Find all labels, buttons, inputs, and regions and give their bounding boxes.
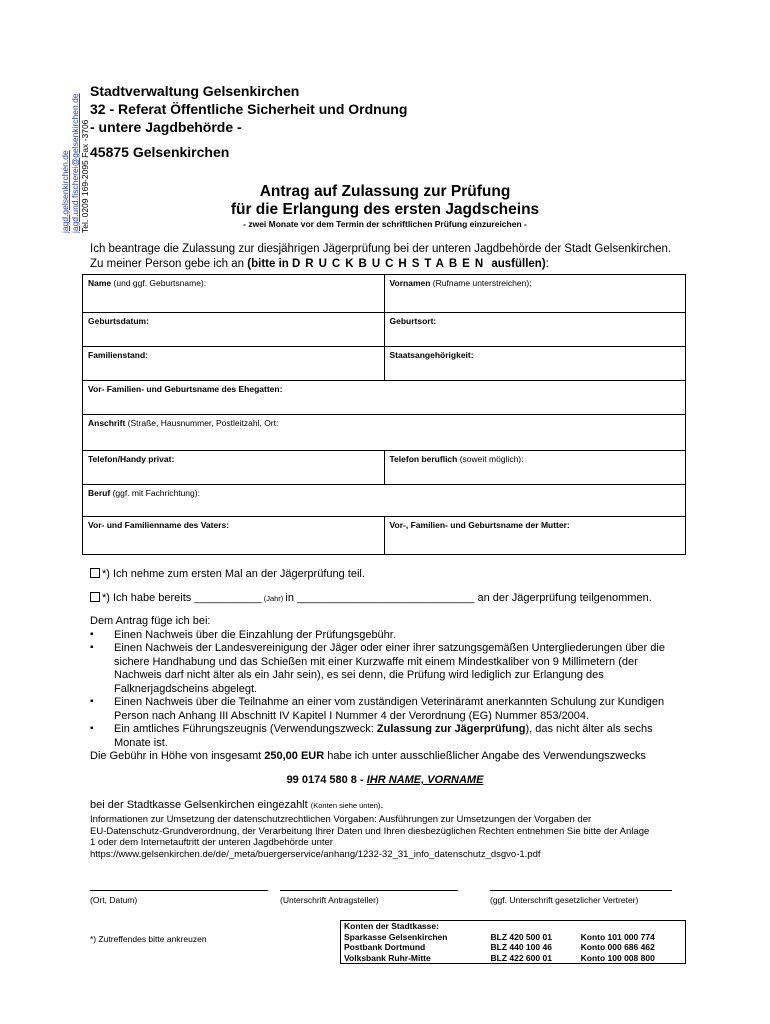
label-geburtsort: Geburtsort: <box>389 316 437 326</box>
privacy-notice <box>90 814 700 860</box>
label-anschrift: Anschrift <box>88 418 126 428</box>
signature-line-representative[interactable] <box>490 890 672 891</box>
intro-line-2 <box>90 257 710 272</box>
intro-line-2d: ausfüllen) <box>488 258 546 270</box>
option-first-time-label: *) Ich nehme zum ersten Mal an der Jägerprüfung teil. <box>102 568 365 580</box>
bank-heading: Konten der Stadtkasse: <box>344 921 439 931</box>
bank-blz: BLZ 440 100 46 <box>490 942 552 952</box>
signature-label-applicant: (Unterschrift Antragsteller) <box>280 895 379 905</box>
privacy-url[interactable]: https://www.gelsenkirchen.de/de/_meta/buergerservice/anhang/1232-32_31_info_datenschutz_dsgvo-1.pdf <box>90 848 541 860</box>
bank-accounts-box <box>340 920 686 964</box>
label-familienstand: Familienstand: <box>88 350 148 360</box>
label-telefon-privat: Telefon/Handy privat: <box>88 454 175 464</box>
field-mutter[interactable] <box>384 517 686 555</box>
attachment-item-4a: Ein amtliches Führungszeugnis (Verwendungszweck: <box>114 723 377 735</box>
field-vater[interactable] <box>83 517 385 555</box>
header-line-2: 32 - Referat Öffentliche Sicherheit und Ordnung <box>90 101 408 117</box>
fee-amount: 250,00 EUR <box>264 750 325 762</box>
signature-label-place-date: (Ort, Datum) <box>90 895 138 905</box>
field-name[interactable] <box>83 275 385 313</box>
bank-blz: BLZ 422 600 01 <box>490 952 552 963</box>
field-familienstand[interactable] <box>83 347 385 381</box>
option-previous-jahr: (Jahr) <box>261 594 286 603</box>
bank-row <box>341 932 686 943</box>
hint-telefon-beruflich: (soweit möglich): <box>457 454 524 464</box>
intro-line-2b: (bitte in <box>247 258 292 270</box>
hint-name: (und ggf. Geburtsname): <box>111 278 207 288</box>
paid-text-b: . <box>380 799 384 811</box>
option-previous-label-a: *) Ich habe bereits ___________ <box>102 592 262 604</box>
attachment-item-4c: ), das nicht älter als sechs Monate ist. <box>114 723 653 749</box>
intro-block-letters: DRUCKBUCHSTABEN <box>291 258 489 270</box>
bank-name: Sparkasse Gelsenkirchen <box>344 931 448 942</box>
attachment-item-2: ▪ Einen Nachweis der Landesvereinigung der Jäger oder einer ihrer satzungsgemäßen Untergliederungen über die sichere Handhabung und das Schießen mit einer Kurzwaffe mit einem Mindestkaliber von 9 Millimetern (der Nachweis darf nicht älter als ein Jahr sein), es sei denn, die Prüfung wird lediglich zur Erlangung des Falknerjagdscheins abgelegt. <box>90 642 680 696</box>
personal-data-table <box>82 274 686 555</box>
payment-reference-number: 99 0174 580 8 - <box>286 774 367 786</box>
field-geburtsdatum[interactable] <box>83 313 385 347</box>
header-line-3: - untere Jagdbehörde - <box>90 119 242 135</box>
field-vornamen[interactable] <box>384 275 686 313</box>
bank-name: Postbank Dortmund <box>344 942 426 952</box>
label-geburtsdatum: Geburtsdatum: <box>88 316 149 326</box>
attachment-item-1: ▪ Einen Nachweis über die Einzahlung der Prüfungsgebühr. <box>90 629 680 643</box>
payment-reference-name: IHR NAME, VORNAME <box>366 774 484 786</box>
bank-row <box>341 953 686 964</box>
privacy-line-1: Informationen zur Umsetzung der datenschutzrechtlichen Vorgaben: Ausführungen zur Umsetzungen der Vorgaben der <box>90 814 592 825</box>
intro-line-2a: Zu meiner Person gebe ich an <box>90 258 248 270</box>
checkbox-previous-attempt[interactable] <box>90 592 100 602</box>
signature-label-representative: (ggf. Unterschrift gesetzlicher Vertreter) <box>490 895 639 905</box>
label-name: Name <box>88 278 112 288</box>
option-previous-attempt <box>90 592 652 604</box>
fee-text-a: Die Gebühr in Höhe von insgesamt <box>90 750 265 762</box>
phone-fax: Tel. 0209 169-2095 Fax -3706 <box>80 119 90 233</box>
checkbox-first-time[interactable] <box>90 568 100 578</box>
privacy-line-2: EU-Datenschutz-Grundverordnung, der Verarbeitung Ihrer Daten und Ihren diesbezüglichen Rechten entnehmen Sie bitte der Anlage <box>90 825 650 837</box>
field-telefon-beruflich[interactable] <box>384 451 686 485</box>
intro-line-1: Ich beantrage die Zulassung zur diesjährigen Jägerprüfung bei der unteren Jagdbehörde der Stadt Gelsenkirchen. <box>90 243 672 255</box>
privacy-line-3: 1 oder dem Internetauftritt der unteren Jagdbehörde unter <box>90 837 333 848</box>
email-link-2[interactable]: jagd.und.fischerei@gelsenkirchen.de <box>70 93 80 233</box>
email-link-1[interactable]: jagd.gelsenkirchen.de <box>60 150 70 233</box>
field-telefon-privat[interactable] <box>83 451 385 485</box>
hint-vornamen: (Rufname unterstreichen): <box>430 278 532 288</box>
form-title-1: Antrag auf Zulassung zur Prüfung <box>259 183 511 200</box>
bank-konto: Konto 000 686 462 <box>580 942 655 952</box>
field-ehegatte[interactable] <box>83 381 686 415</box>
bank-blz: BLZ 420 500 01 <box>490 931 552 942</box>
label-telefon-beruflich: Telefon beruflich <box>389 454 458 464</box>
attachments-list <box>90 629 680 751</box>
field-anschrift[interactable] <box>83 415 686 451</box>
label-beruf: Beruf <box>88 488 111 498</box>
bank-row <box>341 942 686 953</box>
attachment-item-3: ▪ Einen Nachweis über die Teilnahme an einer vom zuständigen Veterinäramt anerkannten Schulung zur Kundigen Person nach Anhang III Abschnitt IV Kapitel I Nummer 4 der Verordnung (EG) Nummer 853/2004. <box>90 696 680 723</box>
attachments-section <box>90 615 680 750</box>
attachment-item-4b: Zulassung zur Jägerprüfung <box>376 723 526 735</box>
paid-text-a: bei der Stadtkasse Gelsenkirchen eingezahlt <box>90 799 311 811</box>
bank-konto: Konto 101 000 774 <box>580 931 655 942</box>
field-staatsangehoerigkeit[interactable] <box>384 347 686 381</box>
field-geburtsort[interactable] <box>384 313 686 347</box>
signature-line-applicant[interactable] <box>280 890 458 891</box>
intro-text <box>90 242 710 272</box>
fee-text <box>90 750 646 762</box>
option-previous-label-b: in _____________________________ an der Jägerprüfung teilgenommen. <box>285 592 652 604</box>
payment-reference <box>0 774 770 786</box>
hint-beruf: (ggf. mit Fachrichtung): <box>110 488 200 498</box>
label-ehegatte: Vor- Familien- und Geburtsname des Ehegatten: <box>88 384 283 394</box>
attachments-intro: Dem Antrag füge ich bei: <box>90 615 211 627</box>
form-subnote: - zwei Monate vor dem Termin der schriftlichen Prüfung einzureichen - <box>243 219 527 229</box>
label-mutter: Vor-, Familien- und Geburtsname der Mutter: <box>389 520 570 530</box>
option-first-time <box>90 568 365 580</box>
bank-name: Volksbank Ruhr-Mitte <box>344 952 431 963</box>
label-staatsangehoerigkeit: Staatsangehörigkeit: <box>389 350 474 360</box>
attachment-item-4 <box>90 723 680 750</box>
header-line-1: Stadtverwaltung Gelsenkirchen <box>90 83 300 99</box>
paid-text-small: (Konten siehe unten) <box>310 801 381 810</box>
paid-text <box>90 799 383 811</box>
hint-anschrift: (Straße, Hausnummer, Postleitzahl, Ort: <box>125 418 279 428</box>
form-title-2: für die Erlangung des ersten Jagdscheins <box>230 201 540 218</box>
authority-header <box>90 82 407 136</box>
signature-line-place-date[interactable] <box>90 890 268 891</box>
intro-line-2e: : <box>545 258 549 270</box>
field-beruf[interactable] <box>83 485 686 517</box>
footnote: *) Zutreffendes bitte ankreuzen <box>90 934 207 944</box>
header-city: 45875 Gelsenkirchen <box>90 144 230 160</box>
bank-konto: Konto 100 008 800 <box>580 952 655 963</box>
label-vater: Vor- und Familienname des Vaters: <box>88 520 230 530</box>
fee-text-b: habe ich unter ausschließlicher Angabe des Verwendungszwecks <box>324 750 646 762</box>
label-vornamen: Vornamen <box>389 278 431 288</box>
